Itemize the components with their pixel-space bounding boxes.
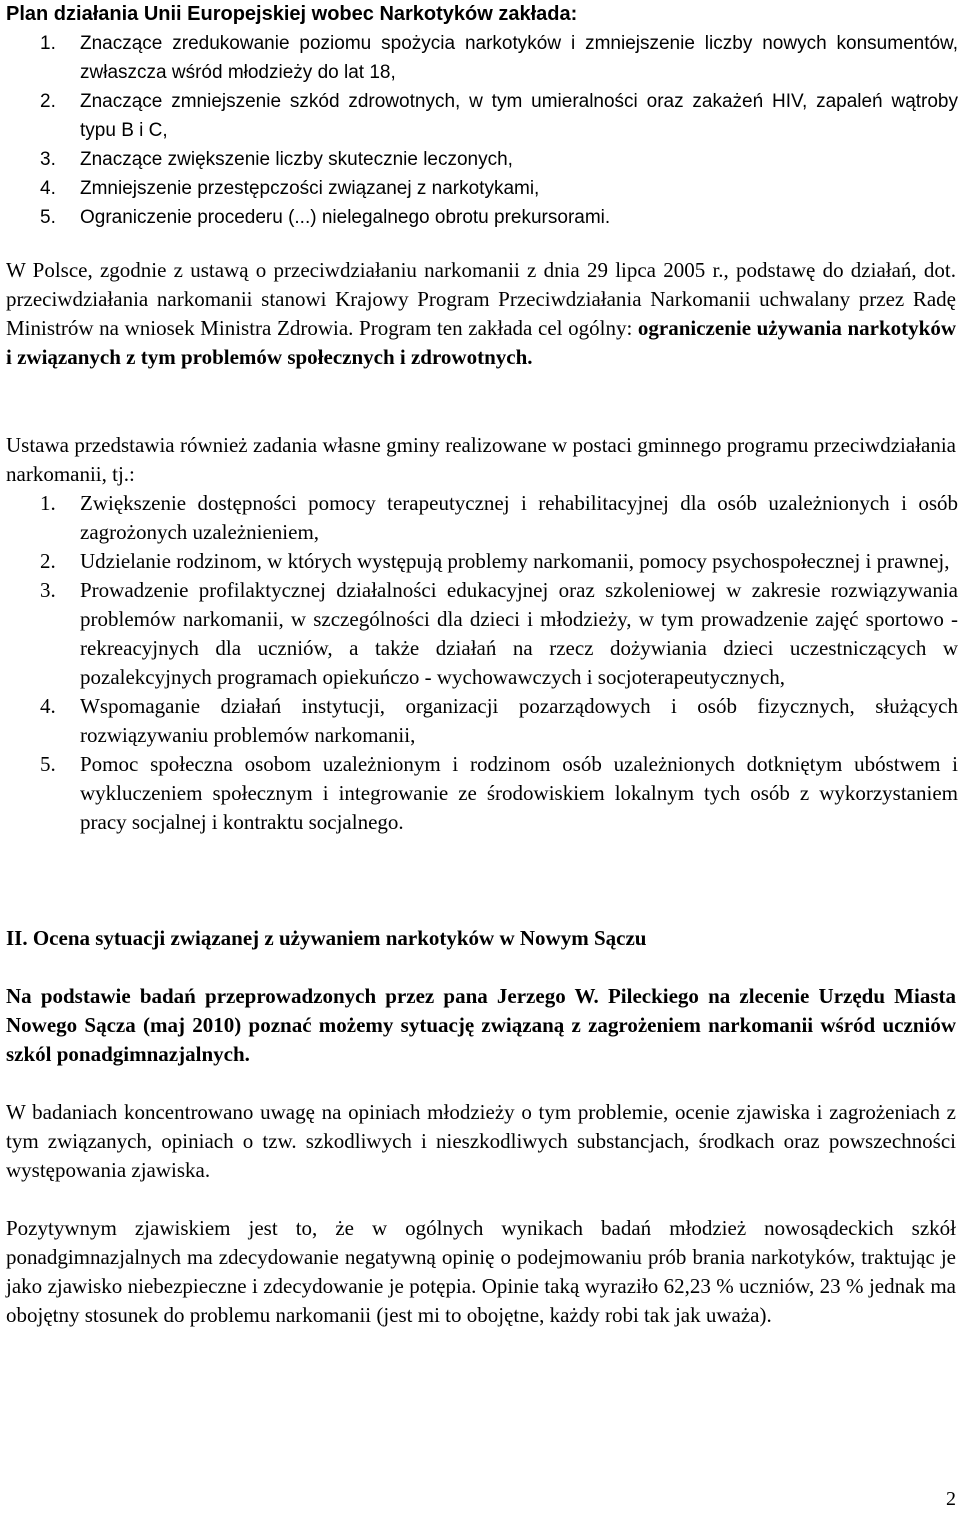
list-item-number: 2. (40, 91, 56, 112)
act-paragraph: Ustawa przedstawia również zadania własne gminy realizowane w postaci gminnego programu przeciwdziałania narkomanii, tj.: (6, 433, 956, 486)
list-item-text: Zwiększenie dostępności pomocy terapeutycznej i rehabilitacyjnej dla osób uzależnionych i osób zagrożonych uzależnieniem, (80, 491, 958, 544)
list-item-text: Znaczące zmniejszenie szkód zdrowotnych, w tym umieralności oraz zakażeń HIV, zapaleń wątroby typu B i C, (80, 91, 958, 141)
list-item (6, 750, 958, 837)
list-item (6, 203, 958, 232)
list-item (6, 489, 958, 547)
list-item-number: 5. (40, 752, 56, 776)
research-paragraph: Na podstawie badań przeprowadzonych przez pana Jerzego W. Pileckiego na zlecenie Urzędu Miasta Nowego Sącza (maj 2010) poznać możemy sytuację związaną z zagrożeniem narkomanii wśród uczniów szkól ponadgimnazjalnych. (6, 984, 956, 1066)
poland-program-paragraph (6, 256, 956, 372)
list-item-text: Znaczące zwiększenie liczby skutecznie leczonych, (80, 149, 513, 170)
list-item (6, 174, 958, 203)
list-item (6, 692, 958, 750)
poland-program-text: W Polsce, zgodnie z ustawą o przeciwdziałaniu narkomanii z dnia 29 lipca 2005 r., podstawę do działań, dot. przeciwdziałania narkomanii stanowi Krajowy Program Przeciwdziałania Narkomanii uchwalany przez Radę Ministrów na wniosek Ministra Zdrowia. Program ten zakłada cel ogólny: (6, 258, 956, 340)
list-item-number: 1. (40, 491, 56, 515)
list-item-text: Ograniczenie procederu (...) nielegalnego obrotu prekursorami. (80, 207, 611, 228)
focus-paragraph: W badaniach koncentrowano uwagę na opiniach młodzieży o tym problemie, ocenie zjawiska i zagrożeniach z tym związanych, opiniach o tzw. szkodliwych i nieszkodliwych substancjach, środkach oraz powszechności występowania zjawiska. (6, 1100, 956, 1182)
list-item-text: Znaczące zredukowanie poziomu spożycia narkotyków i zmniejszenie liczby nowych konsumentów, zwłaszcza wśród młodzieży do lat 18, (80, 33, 958, 83)
list-item (6, 145, 958, 174)
list-item (6, 87, 958, 145)
list-item-text: Pomoc społeczna osobom uzależnionym i rodzinom osób uzależnionych dotkniętym ubóstwem i wykluczeniem społecznym i integrowanie ze środowiskiem lokalnym tych osób z wykorzystaniem pracy socjalnej i kontraktu socjalnego. (80, 752, 958, 834)
list-item-text: Prowadzenie profilaktycznej działalności edukacyjnej oraz szkoleniowej w zakresie rozwiązywania problemów narkomanii, w szczególności dla dzieci i młodzieży, w tym prowadzenie zajęć sportowo - rekreacyjnych dla uczniów, a także działań na rzecz dożywiania dzieci uczestniczących w pozalekcyjnych programach opiekuńczo - wychowawczych i socjoterapeutycznych, (80, 578, 958, 689)
list-item-number: 4. (40, 178, 56, 199)
list-item-number: 3. (40, 149, 56, 170)
list-item-number: 4. (40, 694, 56, 718)
list-item-text: Zmniejszenie przestępczości związanej z narkotykami, (80, 178, 540, 199)
list-item-number: 1. (40, 33, 56, 54)
eu-plan-heading: Plan działania Unii Europejskiej wobec Narkotyków zakłada: (6, 3, 578, 25)
document-page (6, 0, 956, 1525)
list-item (6, 29, 958, 87)
list-item (6, 547, 958, 576)
list-item-number: 2. (40, 549, 56, 573)
eu-goals-list (6, 29, 958, 232)
list-item-number: 3. (40, 578, 56, 602)
gmina-tasks-list (6, 489, 958, 837)
page-number: 2 (946, 1488, 956, 1510)
list-item (6, 576, 958, 692)
positive-paragraph: Pozytywnym zjawiskiem jest to, że w ogólnych wynikach badań młodzież nowosądeckich szkół ponadgimnazjalnych ma zdecydowanie negatywną opinię o podejmowaniu prób brania narkotyków, traktując je jako zjawisko niebezpieczne i zdecydowanie je potępia. Opinie taką wyraziło 62,23 % uczniów, 23 % jednak ma obojętny stosunek do problemu narkomanii (jest mi to obojętne, każdy robi tak jak uważa). (6, 1216, 956, 1327)
program-goal-bold: ograniczenie używania narkotyków i związanych z tym problemów społecznych i zdrowotnych. (6, 316, 956, 369)
list-item-number: 5. (40, 207, 56, 228)
list-item-text: Wspomaganie działań instytucji, organizacji pozarządowych i osób fizycznych, służących rozwiązywaniu problemów narkomanii, (80, 694, 958, 747)
section-2-heading: II. Ocena sytuacji związanej z używaniem narkotyków w Nowym Sączu (6, 926, 647, 950)
list-item-text: Udzielanie rodzinom, w których występują problemy narkomanii, pomocy psychospołecznej i prawnej, (80, 549, 950, 573)
